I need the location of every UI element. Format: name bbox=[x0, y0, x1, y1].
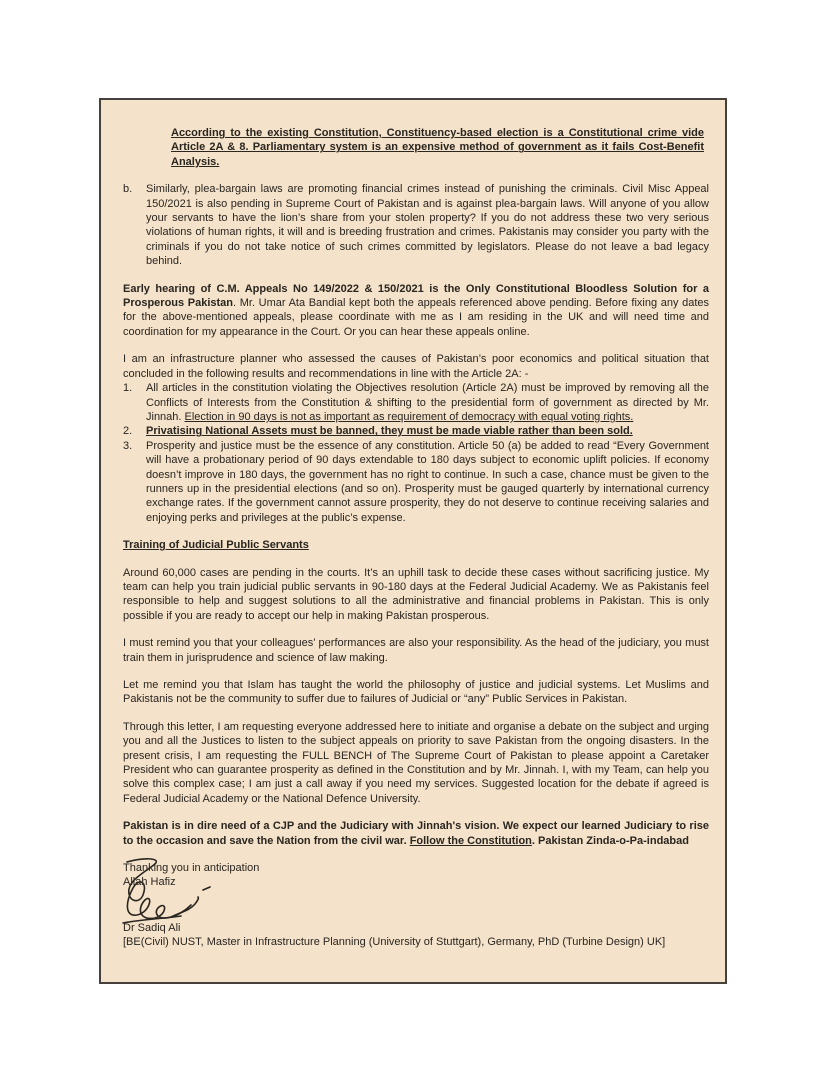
paragraph-dire-need bbox=[123, 819, 709, 848]
list-marker-1: 1. bbox=[123, 382, 133, 395]
list-item-1-plain: All articles in the constitution violating the Objectives resolution (Article 2A) must be improved by removing all the Conflicts of Interests from the Constitution & shifting to the presidential form of government as directed by Mr. Jinnah. bbox=[146, 382, 709, 423]
list-item-2-text: Privatising National Assets must be banned, they must be made viable rather than been sold. bbox=[146, 425, 633, 438]
paragraph-pending-cases: Around 60,000 cases are pending in the courts. It’s an uphill task to decide these cases without sacrificing justice. My team can help you train judicial public servants in 90-180 days at the Federal Judicial Academy. We as Pakistanis feel responsible to help and suggest solutions to all the administrative and financial problems in Pakistan. This is only possible if you are ready to accept our help in making Pakistan prosperous. bbox=[123, 566, 709, 622]
paragraph-plea-bargain bbox=[123, 182, 709, 268]
statement-heading: According to the existing Constitution, Constituency-based election is a Constitutional crime vide Article 2A & 8. Parliamentary system is an expensive method of government as it fails Cost-Benefit Analysis. bbox=[171, 127, 704, 168]
signatory-credentials: [BE(Civil) NUST, Master in Infrastructure Planning (University of Stuttgart), Germany, PhD (Turbine Design) UK] bbox=[123, 936, 666, 949]
paragraph-dire-need-bold2: . Pakistan Zinda-o-Pa-indabad bbox=[531, 834, 689, 847]
paragraph-colleagues: I must remind you that your colleagues’ performances are also your responsibility. As the head of the judiciary, you must train them in jurisprudence and science of law making. bbox=[123, 637, 709, 664]
closing-thanks: Thanking you in anticipation bbox=[123, 862, 260, 875]
paragraph-early-hearing bbox=[123, 282, 709, 340]
list-marker-3: 3. bbox=[123, 439, 133, 452]
list-item-3 bbox=[123, 439, 709, 525]
training-heading-text: Training of Judicial Public Servants bbox=[123, 539, 309, 552]
list-item-1-text bbox=[146, 381, 709, 424]
paragraph-early-hearing-bold: Early hearing of C.M. Appeals No 149/2022 & 150/2021 is the Only Constitutional Bloodless Solution for a Prosperous Pakistan bbox=[123, 282, 709, 310]
paragraph-early-hearing-rest: . Mr. Umar Ata Bandial kept both the appeals referenced above pending. Before fixing any dates for the above-mentioned appeals, please coordinate with me as I am residing in the UK and will need time and coordination for my appearance in the Court. Or you can hear these appeals online. bbox=[123, 297, 710, 338]
training-heading bbox=[123, 538, 709, 552]
list-item-1-underlined: Election in 90 days is not as important as requirement of democracy with equal voting rights. bbox=[184, 410, 634, 423]
paragraph-request-debate: Through this letter, I am requesting everyone addressed here to initiate and organise a debate on the subject and urging you and all the Justices to listen to the subject appeals on priority to save Pakistan from the ongoing disasters. In the present crisis, I am requesting the FULL BENCH of The Supreme Court of Pakistan to please appoint a Caretaker President who can guarantee prosperity as defined in the Constitution and by Mr. Jinnah. I, with my Team, can help you solve this complex case; I am just a call away if you need my services. Suggested location for the debate if agreed is Federal Judicial Academy or the National Defence University. bbox=[123, 720, 709, 805]
paragraph-infrastructure-planner: I am an infrastructure planner who assessed the causes of Pakistan’s poor economics and political situation that concluded in the following results and recommendations in line with the Article 2A: - bbox=[123, 353, 709, 380]
paragraph-plea-bargain-text: Similarly, plea-bargain laws are promoting financial crimes instead of punishing the criminals. Civil Misc Appeal 150/2021 is also pending in Supreme Court of Pakistan and is against plea-bargain laws. Will anyone of you allow your servants to have the lion’s share from your stolen property? If you do not address these two very serious violations of human rights, it will and is breeding frustration and crimes. Pakistanis may consider you party with the criminals if you do not take notice of such crimes committed by legislators. Please do not leave a bad legacy behind. bbox=[146, 183, 709, 268]
letter-page bbox=[99, 98, 727, 984]
paragraph-islam: Let me remind you that Islam has taught the world the philosophy of justice and judicial systems. Let Muslims and Pakistanis not be the community to suffer due to failures of Judicial or “any” Public Services in Pakistan. bbox=[123, 679, 709, 706]
paragraph-dire-need-underlined: Follow the Constitution bbox=[409, 834, 532, 847]
list-item-3-text: Prosperity and justice must be the essence of any constitution. Article 50 (a) be added to read “Every Government will have a probationary period of 90 days extendable to 180 days subject to economic uplift policies. If economy doesn’t improve in 180 days, the government has no right to continue. In such a case, chance must be given to the runners up in the presidential elections (and so on). Prosperity must be gauged quarterly by international currency exchange rates. If the government cannot assure prosperity, they do not deserve to continue receiving salaries and enjoying perks and privileges at the public’s expense. bbox=[146, 439, 709, 524]
paragraph-dire-need-bold1: Pakistan is in dire need of a CJP and the Judiciary with Jinnah's vision. We expect our learned Judiciary to rise to the occasion and save the Nation from the civil war. bbox=[123, 820, 709, 847]
closing-block bbox=[123, 861, 709, 950]
list-marker-b: b. bbox=[123, 183, 133, 196]
list-item-1 bbox=[123, 381, 709, 424]
list-marker-2: 2. bbox=[123, 425, 133, 438]
closing-salutation: Allah Hafiz bbox=[123, 876, 176, 889]
signatory-name: Dr Sadiq Ali bbox=[123, 921, 181, 934]
signature-space bbox=[123, 890, 709, 921]
list-item-2 bbox=[123, 424, 709, 438]
